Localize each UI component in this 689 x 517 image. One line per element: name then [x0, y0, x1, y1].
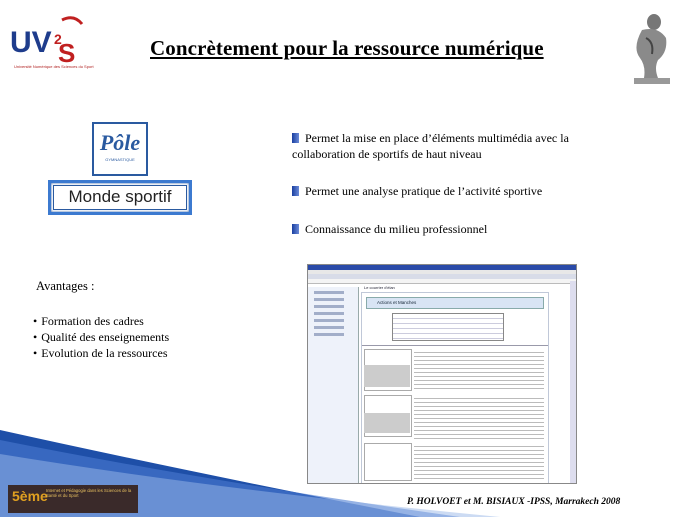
svg-text:2: 2 [54, 31, 62, 47]
event-logo [8, 485, 138, 513]
site-section-title: Actions et Manches [377, 300, 417, 305]
bullet-text: Permet la mise en place d’éléments multimédia avec la collaboration de sportifs de haut niveau [292, 131, 569, 161]
site-section-header [366, 297, 544, 309]
statue-icon [624, 8, 676, 86]
category-label: Monde sportif [53, 185, 187, 210]
bullet-item [292, 221, 610, 237]
pole-logo-subtitle: GYMNASTIQUE [105, 157, 135, 162]
advantage-item: • Qualité des enseignements [33, 329, 169, 345]
category-box [48, 180, 192, 215]
pole-gymnastique-logo [92, 122, 148, 176]
logo-subtitle: Université Numérique des Sciences du Sport [14, 64, 94, 69]
site-page-title: Le courrier d'élan [364, 285, 395, 290]
svg-text:S: S [58, 38, 76, 68]
gymnast-image [364, 365, 410, 387]
pole-logo-title: Pôle [99, 130, 141, 155]
event-logo-mark: 5ème [12, 488, 48, 504]
footer-credit: P. HOLVOET et M. BISIAUX -IPSS, Marrakech 2008 [407, 497, 621, 507]
site-text-block [414, 349, 544, 389]
bullet-item [292, 183, 610, 199]
address-bar [308, 279, 576, 284]
site-table [392, 313, 504, 341]
advantage-item: • Evolution de la ressources [33, 345, 169, 361]
bullet-item [292, 130, 610, 162]
advantages-list [33, 313, 169, 361]
svg-text:UV: UV [10, 26, 52, 59]
bullet-text: Connaissance du milieu professionnel [305, 222, 488, 236]
bullet-marker-icon [292, 133, 299, 143]
event-logo-text: Internet et Pédagogie dans les Sciences de la Santé et du Sport [46, 488, 132, 498]
bullet-text: Permet une analyse pratique de l’activité sportive [305, 184, 543, 198]
advantages-title: Avantages : [36, 279, 95, 293]
bullet-marker-icon [292, 224, 299, 234]
slide-title: Concrètement pour la ressource numérique [150, 36, 544, 60]
bullet-marker-icon [292, 186, 299, 196]
advantage-item: • Formation des cadres [33, 313, 169, 329]
